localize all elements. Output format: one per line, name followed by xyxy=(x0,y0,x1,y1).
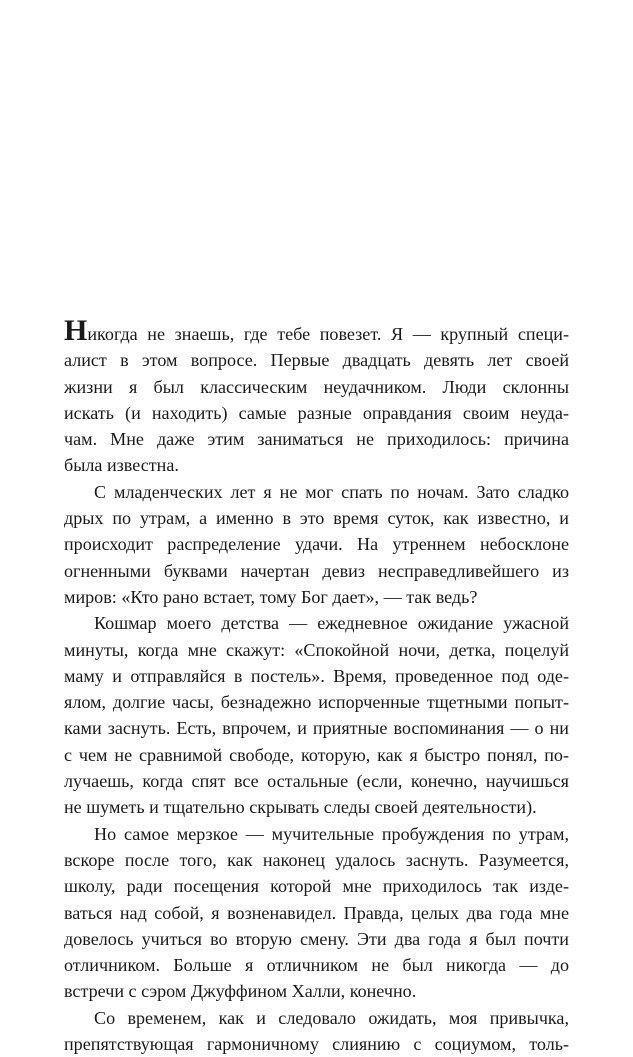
text-line: отличником. Больше я отличником не был никогда — до xyxy=(64,955,569,976)
text-line: встречи с сэром Джуффином Халли, конечно. xyxy=(64,981,417,1002)
text-line: Но самое мерзкое — мучительные пробуждения по утрам, xyxy=(94,823,569,844)
drop-initial: Н xyxy=(64,314,88,347)
paragraph xyxy=(64,1005,569,1057)
text-line: с чем не сравнимой свободе, которую, как я быстро понял, по- xyxy=(64,744,569,765)
text-line: миров: «Кто рано встает, тому Бог дает», — так ведь? xyxy=(64,586,478,607)
text-line: Со временем, как и следовало ожидать, моя привычка, xyxy=(94,1007,569,1028)
paragraph xyxy=(64,479,569,610)
text-line: Кошмар моего детства — ежедневное ожидание ужасной xyxy=(94,613,569,634)
text-line: препятствующая гармоничному слиянию с социумом, толь- xyxy=(64,1034,569,1055)
text-line: огненными буквами начертан девиз несправедливейшего из xyxy=(64,560,569,581)
paragraph xyxy=(64,821,569,1005)
text-line: лучаешь, когда спят все остальные (если, конечно, научишься xyxy=(64,771,569,792)
text-line: происходит распределение удачи. На утреннем небосклоне xyxy=(64,534,569,555)
text-block xyxy=(64,314,569,1057)
text-line: довелось учиться во вторую смену. Эти два года я был почти xyxy=(64,928,569,949)
text-line: ками заснуть. Есть, впрочем, и приятные воспоминания — о ни xyxy=(64,718,569,739)
paragraph xyxy=(64,314,569,479)
text-line: С младенческих лет я не мог спать по ночам. Зато сладко xyxy=(94,481,569,502)
text-line: жизни я был классическим неудачником. Люди склонны xyxy=(64,376,569,397)
text-line: ялом, долгие часы, безнадежно испорченные тщетными попыт- xyxy=(64,692,569,713)
text-line: маму и отправляйся в постель». Время, проведенное под оде- xyxy=(64,665,569,686)
text-line: дрых по утрам, а именно в это время суток, как известно, и xyxy=(64,508,569,529)
text-line: Никогда не знаешь, где тебе повезет. Я — крупный специ- xyxy=(64,314,569,347)
text-line: минуты, когда мне скажут: «Спокойной ночи, детка, поцелуй xyxy=(64,639,569,660)
text-line: была известна. xyxy=(64,455,179,476)
text-line: школу, ради посещения которой мне приходилось так изде- xyxy=(64,876,569,897)
text-line: искать (и находить) самые разные оправдания своим неуда- xyxy=(64,402,569,423)
text-line: вскоре после того, как наконец удалось заснуть. Разумеется, xyxy=(64,849,569,870)
paragraph xyxy=(64,610,569,820)
text-line: чам. Мне даже этим заниматься не приходилось: причина xyxy=(64,429,569,450)
text-line: ваться над собой, я возненавидел. Правда, целых два года мне xyxy=(64,902,569,923)
text-line: алист в этом вопросе. Первые двадцать девять лет своей xyxy=(64,350,569,371)
text-line: не шуметь и тщательно скрывать следы своей деятельности). xyxy=(64,797,537,818)
